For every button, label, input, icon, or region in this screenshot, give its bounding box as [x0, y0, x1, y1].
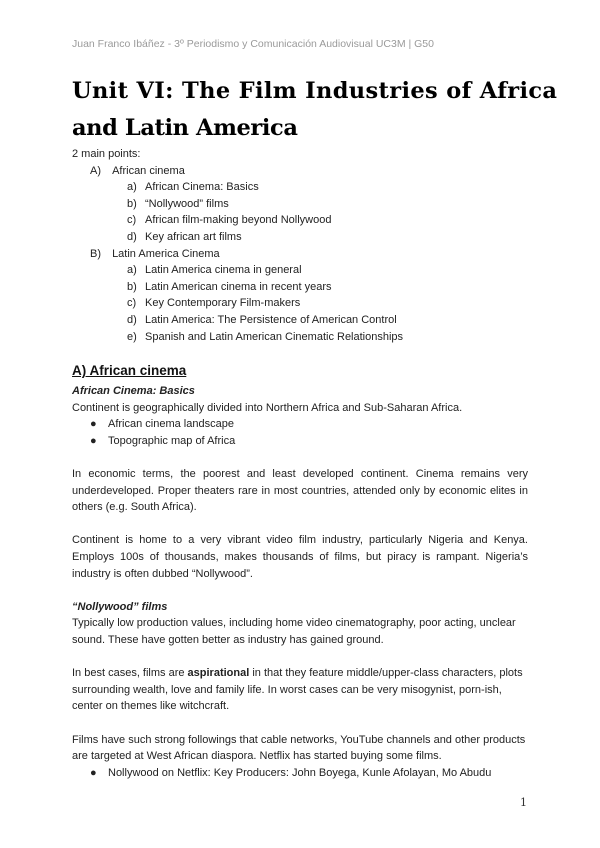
outline-item-b: [72, 246, 528, 263]
bullet-icon: ●: [90, 434, 97, 447]
bullet-icon: ●: [90, 766, 97, 779]
outline-label: African cinema: [112, 164, 185, 177]
bullet-list: [72, 416, 528, 449]
page-title: [72, 73, 558, 147]
list-item: ● Nollywood on Netflix: Key Producers: John Boyega, Kunle Afolayan, Mo Abudu: [72, 765, 528, 782]
outline-item-a: [72, 163, 528, 180]
outline-subitem: a) African Cinema: Basics: [127, 181, 259, 194]
outline-subitem: d) Key african art films: [127, 230, 242, 243]
outline-subitem: c) African film-making beyond Nollywood: [127, 214, 332, 227]
outline-subitem: c) Key Contemporary Film-makers: [127, 297, 301, 310]
page-header: Juan Franco Ibáñez - 3º Periodismo y Comunicación Audiovisual UC3M | G50: [72, 38, 434, 50]
document-body: [72, 146, 528, 781]
paragraph: Continent is geographically divided into Northern Africa and Sub-Saharan Africa.: [72, 401, 463, 414]
outline-marker: B): [90, 247, 101, 260]
bullet-icon: ●: [90, 418, 97, 431]
intro-text: 2 main points:: [72, 148, 141, 160]
outline-subitem: a) Latin America cinema in general: [127, 264, 302, 277]
outline-subitem: b) Latin American cinema in recent years: [127, 280, 332, 293]
section-heading-african-cinema: A) African cinema: [72, 363, 187, 379]
outline-subitem: d) Latin America: The Persistence of American Control: [127, 313, 397, 326]
paragraph: In economic terms, the poorest and least developed continent. Cinema remains very underdeveloped. Proper theaters rare in most countries, attended only by economic elites in others (e.g. South Africa).: [72, 468, 528, 514]
paragraph: Typically low production values, including home video cinematography, poor acting, unclear sound. These have gotten better as industry has gained ground.: [72, 617, 516, 647]
paragraph: Continent is home to a very vibrant video film industry, particularly Nigeria and Kenya. Employs 100s of thousands, makes thousands of films, but piracy is rampant. Nigeria’s industry is often dubbed “Nollywood”.: [72, 534, 528, 580]
paragraph: Films have such strong followings that cable networks, YouTube channels and other products are targeted at West African diaspora. Netflix has started buying some films.: [72, 733, 526, 763]
page-number: 1: [520, 796, 527, 809]
outline-subitem: b) “Nollywood” films: [127, 197, 229, 210]
bullet-list: [72, 765, 528, 782]
outline-label: Latin America Cinema: [112, 247, 220, 260]
outline-marker: A): [90, 164, 101, 177]
title-line-2: and Latin America: [72, 115, 298, 141]
list-item: ● African cinema landscape: [72, 416, 528, 433]
emphasis-aspirational: aspirational: [187, 667, 250, 680]
subheading-nollywood: “Nollywood” films: [72, 600, 168, 613]
outline-subitem: e) Spanish and Latin American Cinematic Relationships: [127, 330, 404, 343]
outline-list: [72, 163, 528, 346]
subheading-basics: African Cinema: Basics: [72, 385, 195, 398]
title-line-1: Unit VI: The Film Industries of Africa: [72, 78, 558, 104]
list-item: ● Topographic map of Africa: [72, 433, 528, 450]
paragraph: In best cases, films are aspirational in that they feature middle/upper-class characters, plots surrounding wealth, love and family life. In worst cases can be very misogynist, porn-ish, center on themes like witchcraft.: [72, 667, 523, 713]
